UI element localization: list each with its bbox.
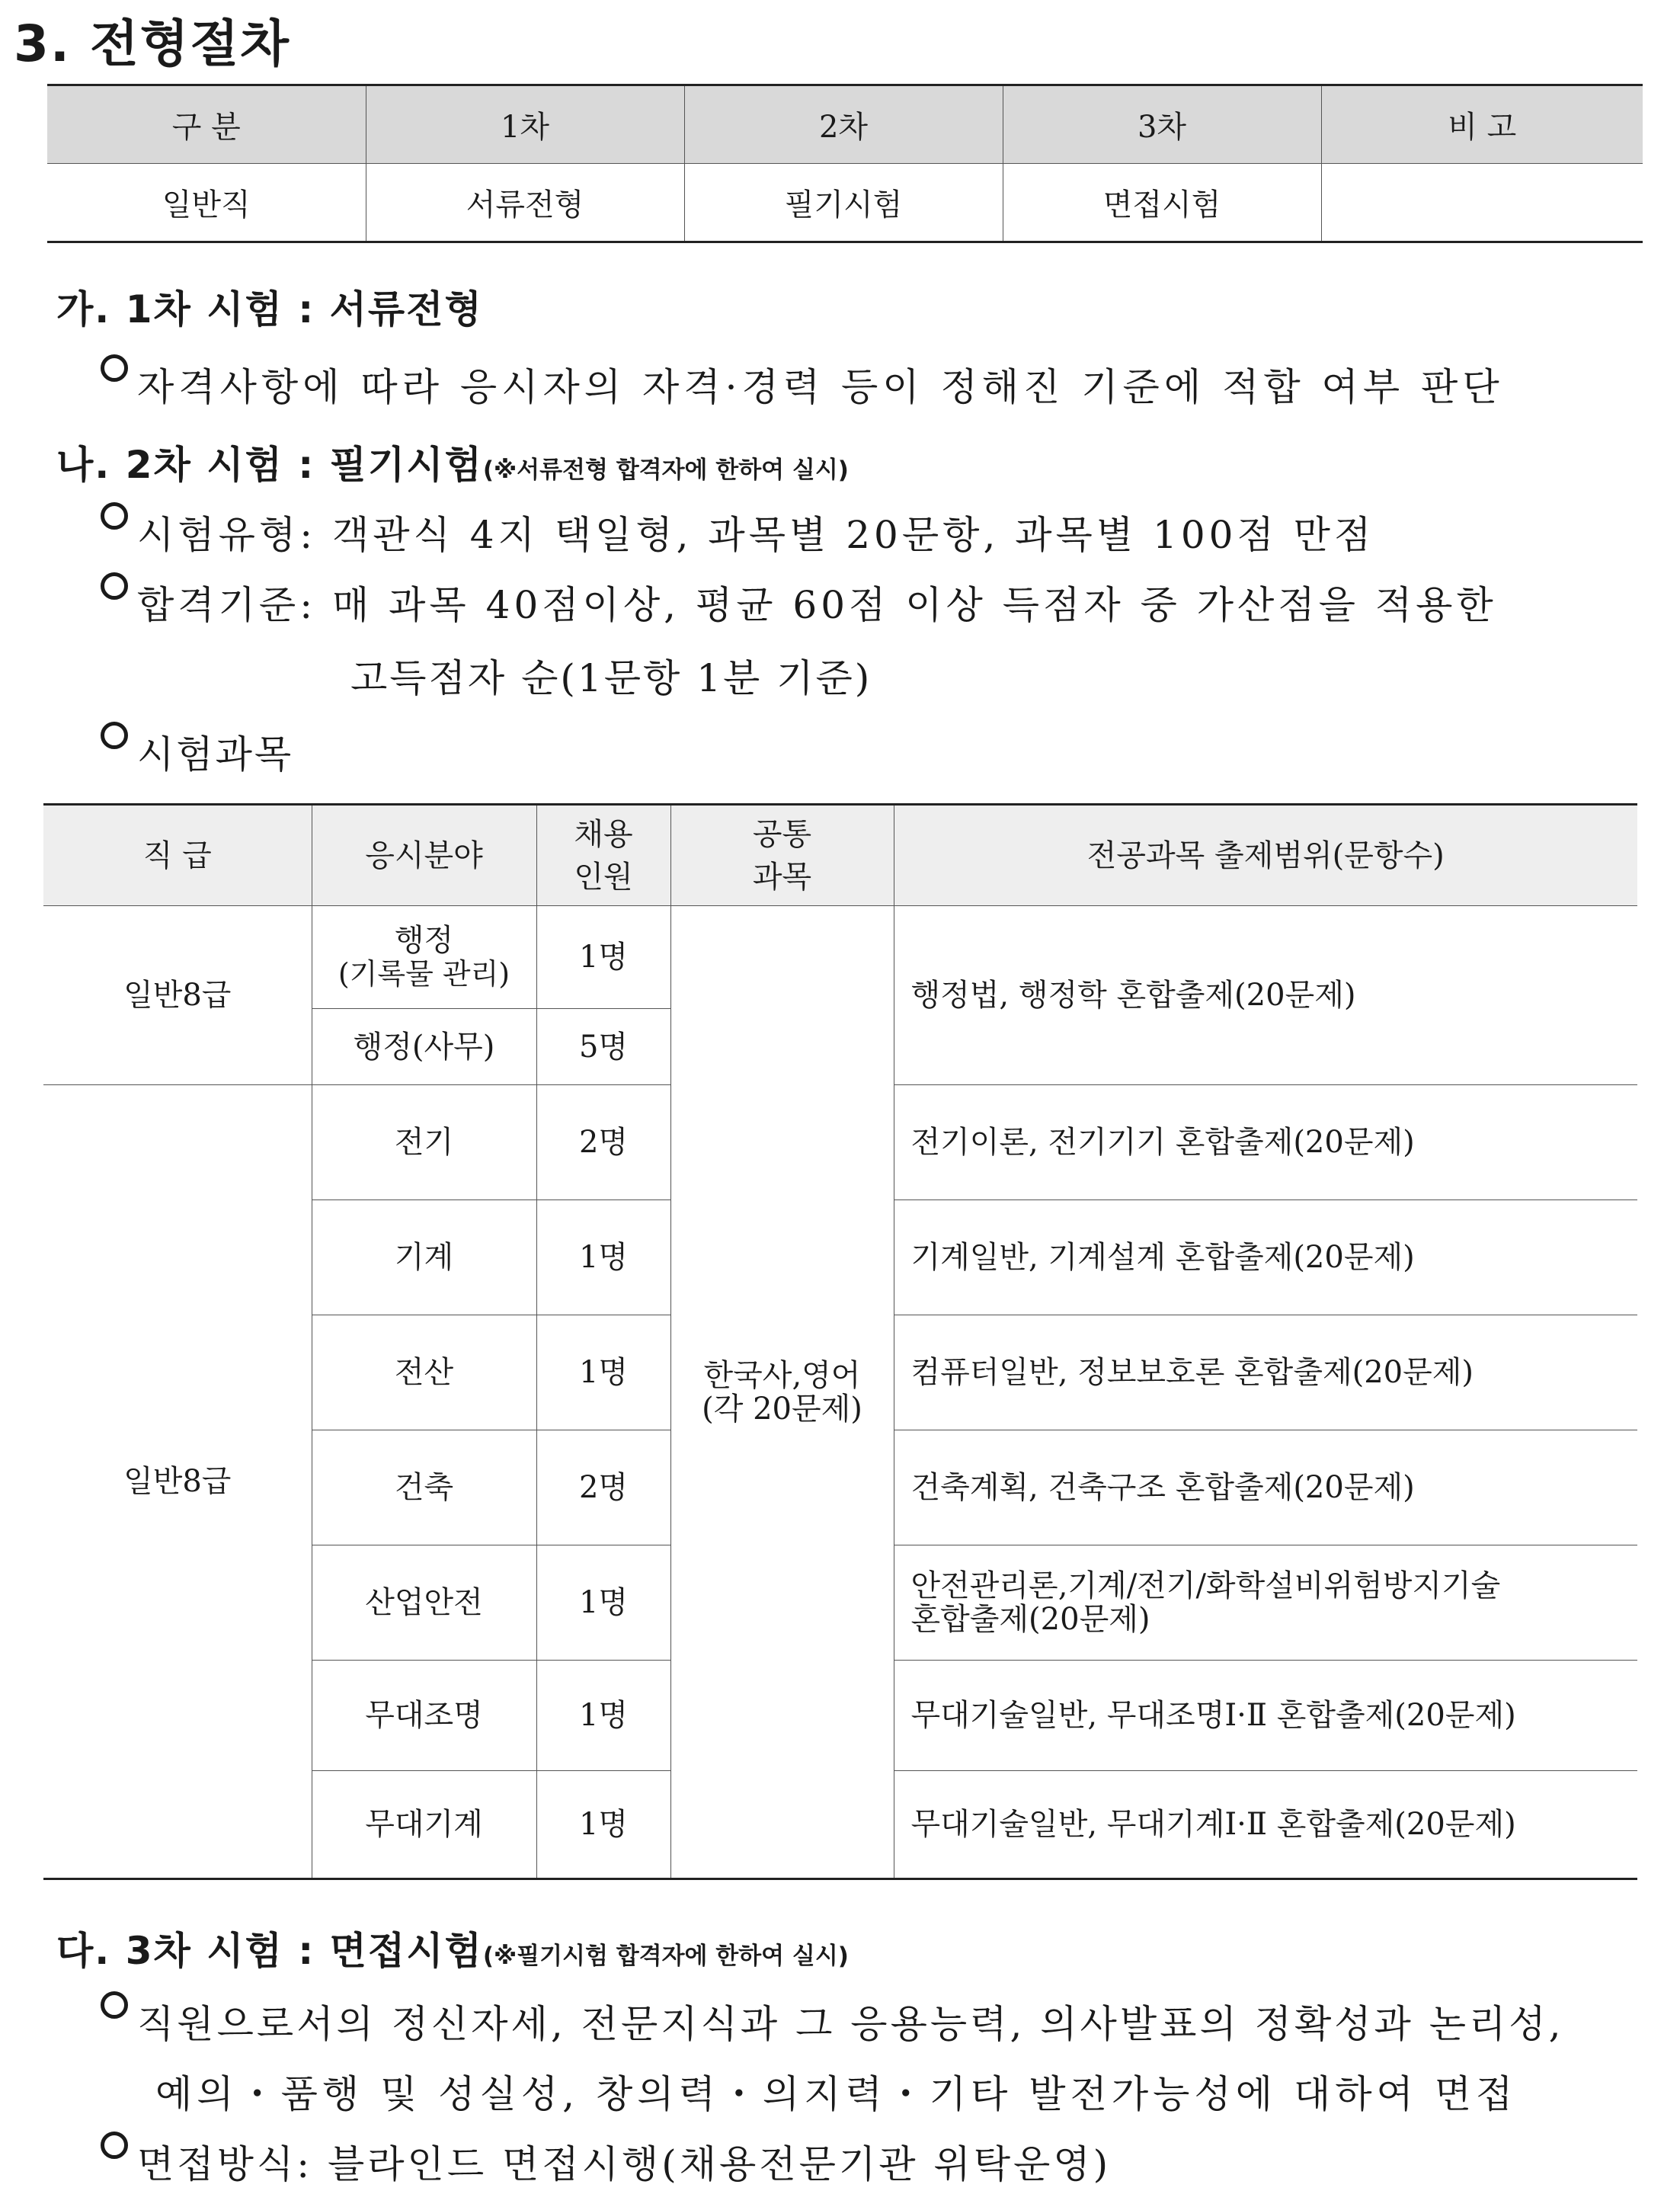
subject-header-hire-line2: 인원 — [574, 859, 633, 895]
common-line1: 한국사,영어 — [703, 1357, 861, 1393]
count-cell: 1명 — [536, 1771, 670, 1879]
field-cell: 건축 — [312, 1430, 536, 1545]
field-cell: 무대조명 — [312, 1661, 536, 1771]
section-na-bullet-3-text: 시험과목 — [137, 732, 294, 777]
count-cell: 1명 — [536, 1315, 670, 1430]
process-header-stage3: 3차 — [1003, 85, 1321, 164]
subject-table — [43, 803, 1637, 1880]
subject-header-hire-line1: 채용 — [574, 816, 633, 852]
subject-header-common-line1: 공통 — [752, 816, 812, 852]
table-row — [43, 906, 1637, 1009]
subject-header-hire — [536, 805, 670, 906]
field-line2: (기록물 관리) — [338, 957, 510, 991]
section-da-heading — [56, 1920, 849, 1975]
section-ga-bullet-1 — [98, 357, 1504, 412]
circle-bullet-icon — [98, 745, 137, 767]
subject-header-field: 응시분야 — [312, 805, 536, 906]
page-title: 3. 전형절차 — [14, 14, 290, 73]
field-cell: 무대기계 — [312, 1771, 536, 1879]
process-header-remarks: 비 고 — [1321, 85, 1643, 164]
circle-bullet-icon — [98, 595, 137, 618]
circle-bullet-icon — [98, 2154, 137, 2177]
section-da-note: (※필기시험 합격자에 한하여 실시) — [482, 1943, 849, 1970]
process-header-stage2: 2차 — [684, 85, 1003, 164]
section-na-bullet-2-text: 합격기준: 매 과목 40점이상, 평균 60점 이상 득점자 중 가산점을 적용한 — [137, 583, 1497, 627]
section-na-bullet-2-continued: 고득점자 순(1문항 1분 기준) — [350, 656, 872, 700]
field-line1: 행정 — [394, 923, 454, 958]
process-row — [47, 164, 1643, 242]
grade-cell: 일반8급 — [43, 906, 312, 1085]
field-cell: 전기 — [312, 1085, 536, 1200]
subject-header-grade: 직 급 — [43, 805, 312, 906]
subject-header-common — [670, 805, 894, 906]
circle-bullet-icon — [98, 2014, 137, 2037]
circle-bullet-icon — [98, 525, 137, 548]
grade-cell: 일반8급 — [43, 1085, 312, 1879]
process-cell-category: 일반직 — [162, 187, 251, 223]
count-cell: 1명 — [536, 1545, 670, 1661]
field-cell: 전산 — [312, 1315, 536, 1430]
range-cell: 행정법, 행정학 혼합출제(20문제) — [894, 906, 1637, 1085]
process-header-stage1: 1차 — [366, 85, 684, 164]
section-da-heading-text: 다. 3차 시험 : 면접시험 — [56, 1929, 483, 1973]
process-cell-stage2: 필기시험 — [684, 164, 1003, 242]
section-na-heading — [56, 434, 849, 489]
section-na-heading-text: 나. 2차 시험 : 필기시험 — [56, 443, 483, 487]
field-cell — [312, 906, 536, 1009]
range-cell: 컴퓨터일반, 정보보호론 혼합출제(20문제) — [894, 1315, 1637, 1430]
section-na-bullet-1 — [98, 504, 1374, 559]
section-da-bullet-1 — [98, 1994, 1564, 2048]
process-cell-stage1: 서류전형 — [366, 164, 684, 242]
range-line1: 안전관리론,기계/전기/화학설비위험방지기술 — [910, 1568, 1501, 1603]
range-cell: 기계일반, 기계설계 혼합출제(20문제) — [894, 1200, 1637, 1315]
section-ga-bullet-1-text: 자격사항에 따라 응시자의 자격·경력 등이 정해진 기준에 적합 여부 판단 — [137, 365, 1504, 409]
field-cell: 산업안전 — [312, 1545, 536, 1661]
range-line2: 혼합출제(20문제) — [910, 1602, 1150, 1637]
section-da-bullet-1-text: 직원으로서의 정신자세, 전문지식과 그 응용능력, 의사발표의 정확성과 논리성, — [137, 2002, 1564, 2046]
process-cell-stage3: 면접시험 — [1003, 164, 1321, 242]
count-cell: 1명 — [536, 906, 670, 1009]
section-da-bullet-2 — [98, 2134, 1111, 2189]
range-cell — [894, 1545, 1637, 1661]
section-ga-heading: 가. 1차 시험 : 서류전형 — [56, 287, 483, 332]
field-cell: 기계 — [312, 1200, 536, 1315]
section-da-bullet-2-text: 면접방식: 블라인드 면접시행(채용전문기관 위탁운영) — [137, 2142, 1112, 2186]
process-header-category: 구 분 — [47, 85, 366, 164]
field-cell: 행정(사무) — [312, 1009, 536, 1085]
subject-header-common-line2: 과목 — [752, 859, 812, 895]
process-header-row — [47, 85, 1643, 164]
circle-bullet-icon — [98, 377, 137, 400]
section-na-bullet-3 — [98, 724, 293, 779]
common-line2: (각 20문제) — [702, 1391, 862, 1427]
count-cell: 2명 — [536, 1430, 670, 1545]
section-na-bullet-1-text: 시험유형: 객관식 4지 택일형, 과목별 20문항, 과목별 100점 만점 — [137, 513, 1375, 557]
count-cell: 1명 — [536, 1200, 670, 1315]
process-table — [47, 84, 1643, 243]
common-subject-cell — [670, 906, 894, 1879]
count-cell: 1명 — [536, 1661, 670, 1771]
process-cell-remarks — [1321, 164, 1643, 242]
section-da-bullet-1-continued: 예의・품행 및 성실성, 창의력・의지력・기타 발전가능성에 대하여 면접 — [155, 2072, 1518, 2116]
range-cell: 무대기술일반, 무대조명Ⅰ·Ⅱ 혼합출제(20문제) — [894, 1661, 1637, 1771]
range-cell: 무대기술일반, 무대기계Ⅰ·Ⅱ 혼합출제(20문제) — [894, 1771, 1637, 1879]
section-na-bullet-2 — [98, 575, 1497, 629]
range-cell: 전기이론, 전기기기 혼합출제(20문제) — [894, 1085, 1637, 1200]
count-cell: 5명 — [536, 1009, 670, 1085]
section-na-note: (※서류전형 합격자에 한하여 실시) — [482, 456, 849, 484]
count-cell: 2명 — [536, 1085, 670, 1200]
range-cell: 건축계획, 건축구조 혼합출제(20문제) — [894, 1430, 1637, 1545]
subject-header-range: 전공과목 출제범위(문항수) — [894, 805, 1637, 906]
subject-header-row — [43, 805, 1637, 906]
